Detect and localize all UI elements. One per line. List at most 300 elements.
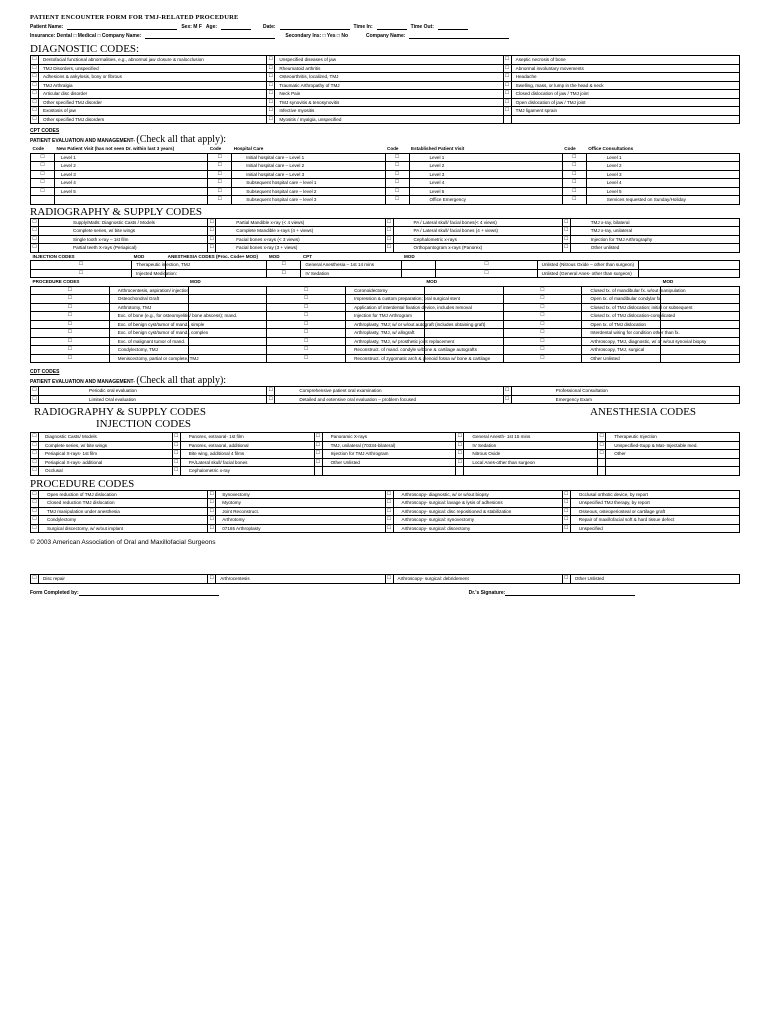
checkbox[interactable]: □ <box>172 441 180 450</box>
column-header: Code <box>387 146 399 152</box>
checkbox <box>31 196 55 205</box>
checkbox[interactable]: □ <box>456 450 464 459</box>
mod-cell[interactable] <box>188 337 267 346</box>
checkbox[interactable]: □ <box>385 575 393 584</box>
diagnosis-label: Traumatic Arthropathy of TMJ <box>275 81 503 90</box>
table-row <box>31 286 740 295</box>
checkbox[interactable]: □ <box>267 81 275 90</box>
checkbox[interactable]: □ <box>31 499 39 508</box>
radiography-title: RADIOGRAPHY & SUPPLY CODES <box>30 205 202 218</box>
checkbox[interactable]: □ <box>208 187 232 196</box>
company-field[interactable] <box>145 33 275 39</box>
checkbox[interactable]: □ <box>503 286 582 295</box>
column-header: ANESTHESIA CODES (Proc. Code+ MOD) <box>167 253 258 259</box>
checkbox[interactable]: □ <box>31 337 110 346</box>
table-row <box>31 162 740 171</box>
radiography-label-2: Bite wing, additional 4 films <box>180 450 314 459</box>
checkbox[interactable]: □ <box>385 499 393 508</box>
checkbox[interactable]: □ <box>31 73 39 82</box>
checkbox[interactable]: □ <box>31 516 39 525</box>
table-row <box>31 278 740 286</box>
checkbox[interactable]: □ <box>208 153 232 162</box>
checkbox[interactable]: □ <box>503 303 582 312</box>
checkbox[interactable]: □ <box>267 269 301 278</box>
radiography-label-2: Panorex, extraoral, additional <box>180 441 314 450</box>
column-header <box>503 278 661 286</box>
diagnosis-label: Rheumatoid arthritis <box>275 64 503 73</box>
form-completed-field[interactable] <box>79 590 219 596</box>
checkbox[interactable]: □ <box>562 524 570 533</box>
checkbox[interactable]: □ <box>208 196 232 205</box>
checkbox[interactable]: □ <box>31 107 39 116</box>
checkbox <box>598 467 606 476</box>
procedure-label: Arthroplasty, TMJ, w/ prosthetic joint replacement <box>346 337 425 346</box>
checkbox[interactable]: □ <box>314 441 322 450</box>
checkbox[interactable]: □ <box>208 235 216 244</box>
table-row <box>31 303 740 312</box>
checkbox[interactable]: □ <box>31 507 39 516</box>
em-label: Level 1 <box>586 153 739 162</box>
checkbox[interactable]: □ <box>385 218 393 227</box>
checkbox[interactable]: □ <box>31 98 39 107</box>
radiography-label-2: General Anesth- 1st 15 mins <box>464 433 598 442</box>
checkbox[interactable]: □ <box>267 387 275 396</box>
checkbox[interactable]: □ <box>31 244 39 253</box>
anesthesia-title: ANESTHESIA CODES <box>590 406 697 418</box>
checkbox[interactable]: □ <box>208 490 216 499</box>
checkbox[interactable]: □ <box>31 346 110 355</box>
age-field[interactable] <box>221 24 251 30</box>
checkbox[interactable]: □ <box>208 179 232 188</box>
procedure-label: Open tx. of TMJ dislocation <box>582 320 661 329</box>
checkbox[interactable]: □ <box>436 261 537 270</box>
mod-cell[interactable] <box>661 295 740 304</box>
table-row <box>31 170 740 179</box>
checkbox[interactable]: □ <box>503 90 511 99</box>
checkbox[interactable]: □ <box>31 490 39 499</box>
pem-heading <box>30 134 740 145</box>
procedure-label-2: Arthroscopy- surgical: disc repositioned & stabilization <box>393 507 562 516</box>
checkbox[interactable]: □ <box>267 312 346 321</box>
checkbox[interactable]: □ <box>31 179 55 188</box>
mod-cell[interactable] <box>424 286 503 295</box>
checkbox[interactable]: □ <box>562 244 570 253</box>
checkbox[interactable]: □ <box>267 320 346 329</box>
diagnostic-codes-table <box>30 55 740 124</box>
radiography-label: TMJ x-ray, unilateral <box>570 227 739 236</box>
em-label: Level 3 <box>586 170 739 179</box>
checkbox[interactable]: □ <box>267 90 275 99</box>
table-row <box>31 261 740 270</box>
checkbox[interactable]: □ <box>562 490 570 499</box>
procedure-label: Arthroplasty, TMJ, w/ allograft <box>346 329 425 338</box>
checkbox[interactable]: □ <box>562 516 570 525</box>
checkbox[interactable]: □ <box>31 56 39 65</box>
checkbox[interactable]: □ <box>31 64 39 73</box>
checkbox[interactable]: □ <box>562 575 570 584</box>
checkbox[interactable]: □ <box>31 441 39 450</box>
mod-cell[interactable] <box>638 269 739 278</box>
procedure-label-2: Arthroscopy- surgical: synovectomy <box>393 516 562 525</box>
checkbox[interactable]: □ <box>208 227 216 236</box>
checkbox[interactable]: □ <box>31 90 39 99</box>
checkbox[interactable]: □ <box>385 507 393 516</box>
procedure-codes-table <box>30 278 740 363</box>
checkbox[interactable]: □ <box>208 170 232 179</box>
diagnosis-label: Closed dislocation of jaw / TMJ joint <box>511 90 739 99</box>
header-row-1 <box>30 24 740 30</box>
checkbox[interactable]: □ <box>503 337 582 346</box>
cpt-codes-label: CPT CODES <box>30 128 60 134</box>
mod-cell[interactable] <box>188 295 267 304</box>
column-header: MOD <box>268 253 280 259</box>
checkbox[interactable]: □ <box>598 441 606 450</box>
checkbox[interactable]: □ <box>314 433 322 442</box>
checkbox[interactable]: □ <box>385 196 409 205</box>
procedure-label: Condylectomy, TMJ <box>109 346 188 355</box>
checkbox[interactable]: □ <box>267 303 346 312</box>
radiography-label: Single tooth x-ray – 1st film <box>39 235 208 244</box>
checkbox[interactable]: □ <box>267 286 346 295</box>
checkbox[interactable]: □ <box>31 450 39 459</box>
checkbox[interactable]: □ <box>385 524 393 533</box>
radiography-label-2: Panorex, extraoral- 1st film <box>180 433 314 442</box>
checkbox[interactable]: □ <box>385 235 393 244</box>
table-row <box>31 312 740 321</box>
checkbox[interactable]: □ <box>208 507 216 516</box>
time-out-field[interactable] <box>438 24 468 30</box>
procedure-label: Open tx. of mandibular condylar fx. <box>582 295 661 304</box>
checkbox[interactable]: □ <box>31 433 39 442</box>
checkbox[interactable]: □ <box>503 329 582 338</box>
checkbox[interactable]: □ <box>267 354 346 363</box>
checkbox[interactable]: □ <box>267 337 346 346</box>
checkbox[interactable]: □ <box>31 354 110 363</box>
checkbox[interactable]: □ <box>503 354 582 363</box>
diagnosis-label <box>511 115 739 124</box>
radiography-label-2 <box>606 458 740 467</box>
checkbox[interactable]: □ <box>562 162 586 171</box>
cpt-label: Unlisted (Nitrous Oxide – other than surgeon) <box>537 261 638 270</box>
mod-cell[interactable] <box>424 312 503 321</box>
checkbox[interactable]: □ <box>31 295 110 304</box>
checkbox[interactable]: □ <box>503 387 511 396</box>
column-header: MOD <box>426 279 438 285</box>
mod-cell[interactable] <box>188 346 267 355</box>
checkbox[interactable]: □ <box>562 227 570 236</box>
column-header: CPT <box>302 253 312 259</box>
column-header: Hospital Care <box>233 146 264 152</box>
bottom-codes-table <box>30 574 740 584</box>
mod-cell[interactable] <box>402 261 436 270</box>
mod-cell[interactable] <box>424 329 503 338</box>
checkbox[interactable]: □ <box>31 153 55 162</box>
radiography-label-2: Therapeutic Injection <box>606 433 740 442</box>
checkbox[interactable]: □ <box>385 516 393 525</box>
checkbox[interactable]: □ <box>31 162 55 171</box>
checkbox[interactable]: □ <box>385 244 393 253</box>
checkbox[interactable]: □ <box>31 303 110 312</box>
time-in-field[interactable] <box>377 24 407 30</box>
diagnosis-label: TMJ synovitis & tenosynovitis <box>275 98 503 107</box>
radiography-label-2: Other Unlisted <box>322 458 456 467</box>
checkbox[interactable]: □ <box>385 179 409 188</box>
date-field[interactable] <box>280 24 350 30</box>
checkbox[interactable]: □ <box>172 450 180 459</box>
table-row <box>31 337 740 346</box>
injection-label: Injected Medication: <box>132 269 166 278</box>
radiography-label: Cephalometric x-rays <box>393 235 562 244</box>
radiography-label-2: Cephalometric x-ray <box>180 467 314 476</box>
table-row <box>31 244 740 253</box>
checkbox[interactable]: □ <box>31 395 39 404</box>
checkbox[interactable]: □ <box>562 499 570 508</box>
checkbox[interactable]: □ <box>31 458 39 467</box>
table-row <box>31 295 740 304</box>
checkbox[interactable]: □ <box>456 458 464 467</box>
checkbox[interactable]: □ <box>31 575 39 584</box>
checkbox[interactable]: □ <box>31 261 132 270</box>
diagnosis-label: Infective myositis <box>275 107 503 116</box>
radiography-label-2: Injection for TMJ Arthrogram <box>322 450 456 459</box>
radiography-label: PA / Lateral skull/ facial bones(< 4 views) <box>393 218 562 227</box>
table-row <box>31 467 740 476</box>
checkbox[interactable]: □ <box>562 179 586 188</box>
checkbox[interactable]: □ <box>31 235 39 244</box>
checkbox[interactable]: □ <box>208 516 216 525</box>
radiography-label: Complete Mandible x-rays (4 + views) <box>216 227 385 236</box>
checkbox[interactable]: □ <box>503 395 511 404</box>
procedure-label: Application of interdental fixation device, includes removal <box>346 303 425 312</box>
checkbox[interactable]: □ <box>562 196 586 205</box>
table-row <box>31 433 740 442</box>
procedure-label-2: Joint Reconstruct. <box>216 507 385 516</box>
checkbox[interactable]: □ <box>267 261 301 270</box>
checkbox[interactable]: □ <box>267 346 346 355</box>
age-label: Age: <box>205 24 218 30</box>
patient-name-label: Patient Name: <box>30 24 64 30</box>
cdt-label: Professional Consultation <box>511 387 739 396</box>
checkbox[interactable]: □ <box>208 524 216 533</box>
insurance-label: Insurance: Dental □ Medical □ Company Name: <box>30 33 142 39</box>
checkbox[interactable]: □ <box>31 387 39 396</box>
column-header: INJECTION CODES <box>32 253 75 259</box>
checkbox[interactable]: □ <box>31 286 110 295</box>
checkbox[interactable]: □ <box>503 98 511 107</box>
diagnosis-label: Articular disc disorder <box>39 90 267 99</box>
radiography-label: Partial Mandible x-ray (< 4 views) <box>216 218 385 227</box>
diagnosis-label: Neck Pain <box>275 90 503 99</box>
mod-cell[interactable] <box>188 354 267 363</box>
em-label: Level 4 <box>55 179 208 188</box>
checkbox[interactable]: □ <box>208 499 216 508</box>
form-completed-label: Form Completed by: <box>30 589 79 596</box>
procedure-label-2: TMJ manipulation under anesthesia <box>39 507 208 516</box>
procedure-label-2: Open reduction of TMJ dislocation <box>39 490 208 499</box>
diagnosis-label: Dentofacial functional abnormalities, e.g., abnormal jaw closure & malocclusion <box>39 56 267 65</box>
mod-cell[interactable] <box>638 261 739 270</box>
checkbox[interactable]: □ <box>385 170 409 179</box>
mod-cell[interactable] <box>188 303 267 312</box>
anesthesia-label: IV Sedation <box>301 269 402 278</box>
checkbox[interactable]: □ <box>456 433 464 442</box>
checkbox[interactable]: □ <box>562 187 586 196</box>
radiography-label-2: Unspecified-Supp & Mat- Injectable med. <box>606 441 740 450</box>
mod-cell[interactable] <box>661 354 740 363</box>
procedure-label-2: Condylectomy <box>39 516 208 525</box>
checkbox[interactable]: □ <box>267 107 275 116</box>
procedure-label: Interdental wiring for condition other than fx. <box>582 329 661 338</box>
checkbox[interactable]: □ <box>31 115 39 124</box>
radiography-label: Facial bones x-ray (3 + views) <box>216 244 385 253</box>
checkbox[interactable]: □ <box>31 227 39 236</box>
checkbox[interactable]: □ <box>314 450 322 459</box>
checkbox[interactable]: □ <box>31 467 39 476</box>
dr-signature-field[interactable] <box>505 590 635 596</box>
column-header: MOD <box>190 279 201 285</box>
radiography-label-2: PA/Lateral skull/ facial bones <box>180 458 314 467</box>
checkbox[interactable]: □ <box>436 269 537 278</box>
checkbox[interactable]: □ <box>31 312 110 321</box>
checkbox[interactable]: □ <box>503 56 511 65</box>
table-row <box>31 115 740 124</box>
checkbox[interactable]: □ <box>31 218 39 227</box>
em-label: Level 5 <box>586 187 739 196</box>
time-in-label: Time In: <box>353 24 373 30</box>
table-row <box>31 153 740 162</box>
checkbox[interactable]: □ <box>267 56 275 65</box>
checkbox[interactable]: □ <box>208 218 216 227</box>
checkbox[interactable]: □ <box>172 433 180 442</box>
checkbox[interactable]: □ <box>503 295 582 304</box>
checkbox[interactable]: □ <box>172 467 180 476</box>
checkbox[interactable]: □ <box>208 244 216 253</box>
checkbox[interactable]: □ <box>503 107 511 116</box>
checkbox[interactable]: □ <box>267 395 275 404</box>
dr-signature-label: Dr.'s Signature: <box>468 589 506 596</box>
checkbox[interactable]: □ <box>267 329 346 338</box>
em-label: Subsequent hospital care – level 3 <box>232 196 385 205</box>
diagnosis-label: Myositis / myalgia, unspecified <box>275 115 503 124</box>
em-label <box>55 196 208 205</box>
checkbox[interactable]: □ <box>267 115 275 124</box>
header-row-2 <box>30 33 740 39</box>
em-label: Subsequent hospital care – level 1 <box>232 179 385 188</box>
pem-check: (Check all that apply): <box>136 134 227 145</box>
checkbox[interactable]: □ <box>562 153 586 162</box>
procedure-label: Arthroscopy, TMJ, diagnostic, w/ or w/out synovial biopsy <box>582 337 661 346</box>
checkbox[interactable]: □ <box>267 98 275 107</box>
checkbox[interactable]: □ <box>267 295 346 304</box>
radiography-label-2 <box>322 467 456 476</box>
checkbox[interactable]: □ <box>267 64 275 73</box>
procedure-label-2: 07165 Arthroplasty <box>216 524 385 533</box>
diagnosis-label: Other specified TMJ disorder <box>39 98 267 107</box>
checkbox[interactable]: □ <box>503 73 511 82</box>
checkbox[interactable]: □ <box>385 227 393 236</box>
diagnosis-label: Osteoarthritis, localized, TMJ <box>275 73 503 82</box>
em-label: Initial hospital care – Level 3 <box>232 170 385 179</box>
mod-cell[interactable] <box>188 286 267 295</box>
table-row <box>31 395 740 404</box>
pem-label: PATIENT EVALUATION AND MANAGEMENT- <box>30 138 135 144</box>
table-row <box>31 98 740 107</box>
em-label: Level 1 <box>55 153 208 162</box>
checkbox[interactable]: □ <box>208 162 232 171</box>
table-row <box>31 346 740 355</box>
table-row <box>31 450 740 459</box>
checkbox[interactable]: □ <box>31 320 110 329</box>
table-row <box>31 516 740 525</box>
checkbox[interactable]: □ <box>562 235 570 244</box>
table-row <box>31 499 740 508</box>
column-header: Established Patient Visit <box>411 146 465 152</box>
checkbox[interactable]: □ <box>598 450 606 459</box>
checkbox[interactable]: □ <box>503 312 582 321</box>
checkbox[interactable]: □ <box>503 81 511 90</box>
procedure-label: Closed tx. of TMJ dislocation; initial or subsequent <box>582 303 661 312</box>
checkbox[interactable]: □ <box>385 490 393 499</box>
checkbox[interactable]: □ <box>31 329 110 338</box>
em-codes-table <box>30 145 740 205</box>
patient-name-field[interactable] <box>67 24 177 30</box>
procedure-label-2: Closed reduction TMJ dislocation <box>39 499 208 508</box>
checkbox[interactable]: □ <box>503 64 511 73</box>
checkbox[interactable]: □ <box>31 187 55 196</box>
checkbox[interactable]: □ <box>172 458 180 467</box>
checkbox[interactable]: □ <box>208 575 216 584</box>
cdt-label: Limited Oral evaluation <box>39 395 267 404</box>
company2-field[interactable] <box>409 33 509 39</box>
checkbox[interactable]: □ <box>31 524 39 533</box>
column-header: Office Consultations <box>588 146 634 152</box>
checkbox[interactable]: □ <box>562 218 570 227</box>
checkbox[interactable]: □ <box>598 433 606 442</box>
checkbox[interactable]: □ <box>562 170 586 179</box>
mod-cell[interactable] <box>402 269 436 278</box>
checkbox[interactable]: □ <box>314 458 322 467</box>
checkbox[interactable]: □ <box>385 162 409 171</box>
mod-cell[interactable] <box>166 269 267 278</box>
cdt-label: Emergency Exam <box>511 395 739 404</box>
procedure-label: Injection for TMJ Arthrogram <box>346 312 425 321</box>
checkbox[interactable]: □ <box>562 507 570 516</box>
procedure-label-2: Arthroscopy- surgical: lavage & lysis of adhesions <box>393 499 562 508</box>
checkbox[interactable]: □ <box>31 81 39 90</box>
pem-heading-2 <box>30 375 740 386</box>
checkbox[interactable]: □ <box>31 269 132 278</box>
checkbox[interactable]: □ <box>503 346 582 355</box>
checkbox[interactable]: □ <box>385 187 409 196</box>
table-row <box>31 218 740 227</box>
em-label: Level 3 <box>55 170 208 179</box>
checkbox[interactable]: □ <box>267 73 275 82</box>
checkbox[interactable]: □ <box>456 441 464 450</box>
radiography-label: TMJ x-ray, bilateral <box>570 218 739 227</box>
em-label: Level 5 <box>409 187 562 196</box>
table-row <box>31 269 740 278</box>
checkbox[interactable]: □ <box>385 153 409 162</box>
em-label: Level 2 <box>409 162 562 171</box>
mod-cell[interactable] <box>661 320 740 329</box>
copyright: © 2003 American Association of Oral and Maxillofacial Surgeons <box>30 539 216 546</box>
checkbox <box>314 467 322 476</box>
mod-cell[interactable] <box>661 346 740 355</box>
bottom-code-label: Arthrocentesis <box>216 575 385 584</box>
table-row <box>31 329 740 338</box>
checkbox[interactable]: □ <box>31 170 55 179</box>
checkbox[interactable]: □ <box>503 320 582 329</box>
